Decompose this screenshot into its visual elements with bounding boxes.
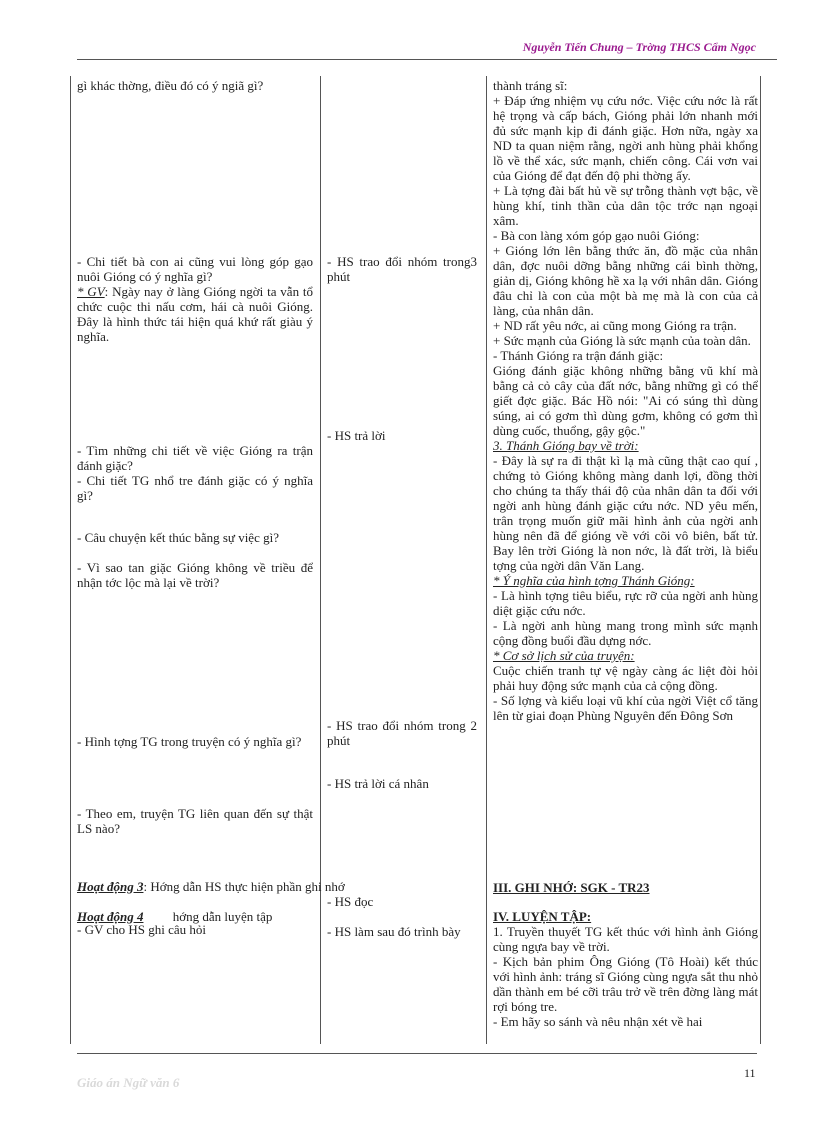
header-rule xyxy=(77,59,777,60)
col3-tuong-dai: + Là tợng đài bất hủ về sự trỗng thành vợt bậc, về hùng khí, tinh thần của dân tộc trớc nạn ngoại xâm. xyxy=(493,183,758,228)
col3-sucmanh: + Sức mạnh của Gióng là sức mạnh của toàn dân. xyxy=(493,333,751,348)
activity-4-label: Hoạt động 4 xyxy=(77,909,144,924)
activity-4-text: hớng dẫn luyện tập xyxy=(172,909,273,924)
col1-question-tre: - Chi tiết TG nhổ tre đánh giặc có ý nghĩa gì? xyxy=(77,473,313,503)
col3-coso-heading: * Cơ sở lịch sử của truyện: xyxy=(493,648,635,663)
activity-4 xyxy=(77,909,272,925)
table-border-left xyxy=(70,76,71,1044)
col2-tra-loi: - HS trả lời xyxy=(327,428,386,443)
col3-coso-2: - Số lợng và kiểu loại vũ khí của ngời Việt cổ tăng lên từ giai đoạn Phùng Nguyên đến Đông Sơn xyxy=(493,693,758,723)
col2-hs-doc: - HS đọc xyxy=(327,894,374,909)
table-border-right xyxy=(760,76,761,1044)
col3-lonlen: + Gióng lớn lên bằng thức ăn, đồ mặc của nhân dân, đợc nuôi dỡng bằng những cái bình thờng, giản dị, Gióng không hề xa lạ với nhân dân. Gióng đâu chỉ là con của một bà mẹ mà là con của cả làng, của nhân dân. xyxy=(493,243,758,318)
col3-luyentap xyxy=(493,909,758,1029)
col1-question-hinhtuong: - Hình tợng TG trong truyện có ý nghĩa gì? xyxy=(77,734,302,749)
col1-gv-note xyxy=(77,284,313,344)
col2-trao-doi-2: - HS trao đổi nhóm trong 2 phút xyxy=(327,718,477,748)
gv-text: : Ngày nay ở làng Gióng ngời ta vẫn tổ chức cuộc thi nấu cơm, hái cà nuôi Gióng. Đây là hình thức tái hiện quá khứ rất giàu ý nghĩa. xyxy=(77,284,313,344)
col3-ynghia-heading: * Ý nghĩa của hình tợng Thánh Gióng: xyxy=(493,573,695,588)
col2-tra-loi-ca-nhan: - HS trả lời cá nhân xyxy=(327,776,429,791)
col3-danhgiac: Gióng đánh giặc không những bằng vũ khí mà bằng cả cỏ cây của đất nớc, bằng những gì có thể giết đợc giặc. Bác Hồ nói: "Ai có súng thì dùng súng, ai có gơm thì dùng gơm, không có gơm thì dùng cuốc, thuổng, gậy gộc." xyxy=(493,363,758,438)
gv-label: * GV xyxy=(77,284,105,299)
activity-3-text: : Hớng dẫn HS thực hiện phần ghi nhớ xyxy=(143,879,345,894)
col2-hs-lam: - HS làm sau đó trình bày xyxy=(327,924,461,939)
col1-question-visao: - Vì sao tan giặc Gióng không về triều để nhận tớc lộc mà lại về trời? xyxy=(77,560,313,590)
col3-lt-1: 1. Truyền thuyết TG kết thúc với hình ảnh Gióng cùng ngựa bay về trời. xyxy=(493,924,758,954)
col3-bayve: - Đây là sự ra đi thật kì lạ mà cũng thật cao quí , chứng tỏ Gióng không màng danh lợi, đồng thời cho chúng ta thấy thái độ của nhân dân ta đối với ngời anh hùng đánh giặc cứu nớc. ND yêu mến, trân trọng muốn giữ mãi hình ảnh của ngời anh hùng nên đã để gióng về với cõi vô biên, bất tử. Bay lên trời Gióng là non nớc, là đất trời, là biểu tợng của ngời dân Văn Lang. xyxy=(493,453,758,573)
col3-bayve-heading: 3. Thánh Gióng bay về trời: xyxy=(493,438,639,453)
activity-3 xyxy=(77,879,345,895)
col2-trao-doi-3: - HS trao đổi nhóm trong3 phút xyxy=(327,254,477,284)
col3-yeunuoc: + ND rất yêu nớc, ai cũng mong Gióng ra trận. xyxy=(493,318,737,333)
col1-question-trandanh: - Tìm những chi tiết về việc Gióng ra trận đánh giặc? xyxy=(77,443,313,473)
col3-lt-2: - Kịch bản phim Ông Gióng (Tô Hoài) kết thúc với hình ảnh: tráng sĩ Gióng cùng ngựa sắt thu nhỏ dần thành em bé cỡi trâu trở về trên đờng làng mát rợi bóng tre. xyxy=(493,954,758,1014)
col3-nhiemvu: + Đáp ứng nhiệm vụ cứu nớc. Việc cứu nớc là rất hệ trọng và cấp bách, Gióng phải lớn nhanh mới đủ sức mạnh kịp đi đánh giặc. Hơn nữa, ngày xa ND ta quan niệm rằng, ngời anh hùng phải khổng lồ về thể xác, sức mạnh, chiến công. Cái vơn vai của Gióng để đạt đến độ phi thờng ấy. xyxy=(493,93,758,183)
page-header-title: Nguyễn Tiến Chung – Trờng THCS Cẩm Ngọc xyxy=(522,40,756,54)
col3-top: thành tráng sĩ: xyxy=(493,78,568,93)
footer-rule xyxy=(77,1053,757,1054)
col3-ynghia-1: - Là hình tợng tiêu biểu, rực rỡ của ngời anh hùng diệt giặc cứu nớc. xyxy=(493,588,758,618)
col3-ynghia-2: - Là ngời anh hùng mang trong mình sức mạnh cộng đồng buổi đầu dựng nớc. xyxy=(493,618,758,648)
table-border-col2 xyxy=(320,76,321,1044)
table-border-col3 xyxy=(486,76,487,1044)
col3-bacon: - Bà con làng xóm góp gạo nuôi Gióng: xyxy=(493,228,700,243)
col1-gv-ghi: - GV cho HS ghi câu hỏi xyxy=(77,922,207,937)
footer-watermark: Giáo án Ngữ văn 6 xyxy=(77,1075,180,1090)
col3-lt-3: - Em hãy so sánh và nêu nhận xét về hai xyxy=(493,1014,703,1029)
col1-question-gao: - Chi tiết bà con ai cũng vui lòng góp gạo nuôi Gióng có ý nghĩa gì? xyxy=(77,254,313,284)
col1-question-top: gì khác thờng, điều đó có ý ngiã gì? xyxy=(77,78,264,93)
col3-thanhgiong: - Thánh Gióng ra trận đánh giặc: xyxy=(493,348,664,363)
col3-coso-1: Cuộc chiến tranh tự vệ ngày càng ác liệt đòi hỏi phải huy động sức mạnh của cả cộng đồng. xyxy=(493,663,758,693)
col1-question-lichsu: - Theo em, truyện TG liên quan đến sự thật LS nào? xyxy=(77,806,313,836)
col1-question-ketthuc: - Câu chuyện kết thúc bằng sự việc gì? xyxy=(77,530,279,545)
col3-ghinho: III. GHI NHỚ: SGK - TR23 xyxy=(493,880,650,895)
activity-3-label: Hoạt động 3 xyxy=(77,879,144,894)
col3-content xyxy=(493,78,758,723)
page-number: 11 xyxy=(744,1066,756,1080)
col3-luyentap-heading: IV. LUYỆN TẬP: xyxy=(493,909,592,924)
